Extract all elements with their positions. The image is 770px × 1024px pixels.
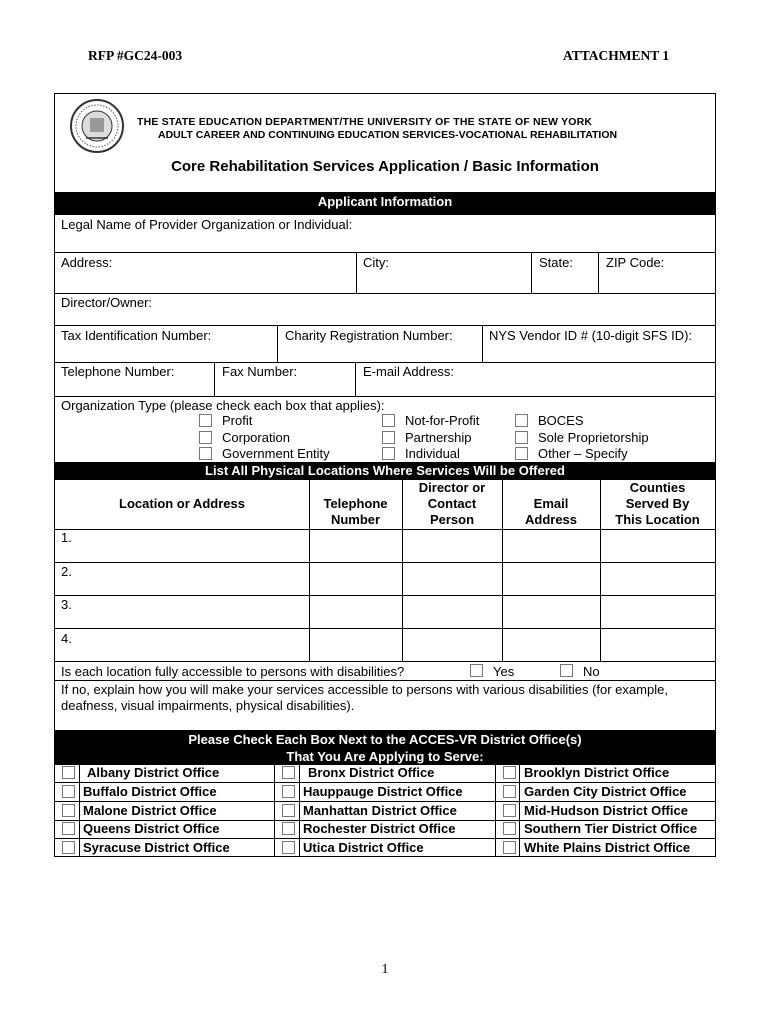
manhattan-checkbox[interactable]: [282, 804, 295, 817]
utica-checkbox[interactable]: [282, 841, 295, 854]
location-row-2[interactable]: 2.: [61, 564, 72, 579]
page-number: 1: [381, 962, 389, 977]
hauppauge-checkbox[interactable]: [282, 785, 295, 798]
charity-registration-field[interactable]: Charity Registration Number:: [285, 328, 453, 343]
fax-field[interactable]: Fax Number:: [222, 364, 298, 379]
state-field[interactable]: State:: [539, 255, 573, 270]
address-field[interactable]: Address:: [61, 255, 113, 270]
southern-tier-office-label: Southern Tier District Office: [524, 821, 698, 836]
buffalo-checkbox[interactable]: [62, 785, 75, 798]
location-row-3[interactable]: 3.: [61, 597, 72, 612]
manhattan-office-label: Manhattan District Office: [303, 803, 457, 818]
accessibility-question: Is each location fully accessible to persons with disabilities?: [61, 664, 405, 679]
col-counties-header: Counties Served By This Location: [615, 480, 700, 527]
form-title: Core Rehabilitation Services Application / Basic Information: [171, 158, 599, 175]
boces-label: BOCES: [538, 413, 584, 428]
bronx-office-label: Bronx District Office: [308, 765, 435, 780]
government-entity-label: Government Entity: [222, 446, 330, 461]
vendor-id-field[interactable]: NYS Vendor ID # (10-digit SFS ID):: [489, 328, 693, 343]
accessible-yes-label: Yes: [493, 664, 515, 679]
garden-city-checkbox[interactable]: [503, 785, 516, 798]
email-field[interactable]: E-mail Address:: [363, 364, 455, 379]
brooklyn-checkbox[interactable]: [503, 766, 516, 779]
other-specify-label: Other – Specify: [538, 446, 628, 461]
tax-id-field[interactable]: Tax Identification Number:: [61, 328, 212, 343]
telephone-field[interactable]: Telephone Number:: [61, 364, 175, 379]
not-for-profit-label: Not-for-Profit: [405, 413, 480, 428]
organization-type-label: Organization Type (please check each box that applies):: [61, 398, 385, 413]
government-entity-checkbox[interactable]: [199, 447, 212, 460]
not-for-profit-checkbox[interactable]: [382, 414, 395, 427]
buffalo-office-label: Buffalo District Office: [83, 784, 217, 799]
bronx-checkbox[interactable]: [282, 766, 295, 779]
sole-proprietorship-checkbox[interactable]: [515, 431, 528, 444]
white-plains-checkbox[interactable]: [503, 841, 516, 854]
white-plains-office-label: White Plains District Office: [524, 840, 691, 855]
queens-checkbox[interactable]: [62, 822, 75, 835]
accessibility-explain-line-1: If no, explain how you will make your services accessible to persons with various disabilities (for example,: [61, 682, 668, 697]
mid-hudson-checkbox[interactable]: [503, 804, 516, 817]
mid-hudson-office-label: Mid-Hudson District Office: [524, 803, 688, 818]
malone-checkbox[interactable]: [62, 804, 75, 817]
utica-office-label: Utica District Office: [303, 840, 424, 855]
profit-label: Profit: [222, 413, 253, 428]
agency-line-2: ADULT CAREER AND CONTINUING EDUCATION SERVICES-VOCATIONAL REHABILITATION: [158, 129, 618, 141]
syracuse-checkbox[interactable]: [62, 841, 75, 854]
state-seal-icon: [68, 98, 126, 154]
legal-name-field[interactable]: Legal Name of Provider Organization or Individual:: [61, 217, 353, 232]
malone-office-label: Malone District Office: [83, 803, 217, 818]
individual-checkbox[interactable]: [382, 447, 395, 460]
profit-checkbox[interactable]: [199, 414, 212, 427]
agency-line-1: THE STATE EDUCATION DEPARTMENT/THE UNIVERSITY OF THE STATE OF NEW YORK: [137, 116, 593, 128]
syracuse-office-label: Syracuse District Office: [83, 840, 230, 855]
col-telephone-header: Telephone Number: [323, 496, 388, 527]
albany-checkbox[interactable]: [62, 766, 75, 779]
brooklyn-office-label: Brooklyn District Office: [524, 765, 670, 780]
col-director-header: Director or Contact Person: [418, 480, 486, 527]
partnership-label: Partnership: [405, 430, 472, 445]
city-field[interactable]: City:: [363, 255, 389, 270]
rochester-office-label: Rochester District Office: [303, 821, 456, 836]
director-owner-field[interactable]: Director/Owner:: [61, 295, 153, 310]
corporation-label: Corporation: [222, 430, 290, 445]
accessible-yes-checkbox[interactable]: [470, 664, 483, 677]
southern-tier-checkbox[interactable]: [503, 822, 516, 835]
locations-section-header: List All Physical Locations Where Services Will be Offered: [55, 462, 715, 480]
hauppauge-office-label: Hauppauge District Office: [303, 784, 463, 799]
corporation-checkbox[interactable]: [199, 431, 212, 444]
attachment-label: ATTACHMENT 1: [563, 48, 670, 63]
albany-office-label: Albany District Office: [87, 765, 220, 780]
garden-city-office-label: Garden City District Office: [524, 784, 687, 799]
accessible-no-label: No: [583, 664, 600, 679]
sole-proprietorship-label: Sole Proprietorship: [538, 430, 649, 445]
boces-checkbox[interactable]: [515, 414, 528, 427]
applicant-section-header: Applicant Information: [55, 192, 715, 215]
location-row-4[interactable]: 4.: [61, 631, 72, 646]
accessible-no-checkbox[interactable]: [560, 664, 573, 677]
location-row-1[interactable]: 1.: [61, 530, 72, 545]
queens-office-label: Queens District Office: [83, 821, 220, 836]
accessibility-explain-line-2: deafness, visual impairments, physical disabilities).: [61, 698, 355, 713]
rochester-checkbox[interactable]: [282, 822, 295, 835]
rfp-number: RFP #GC24-003: [88, 48, 183, 63]
partnership-checkbox[interactable]: [382, 431, 395, 444]
other-specify-checkbox[interactable]: [515, 447, 528, 460]
col-location-header: Location or Address: [119, 496, 245, 511]
offices-section-header: Please Check Each Box Next to the ACCES-VR District Office(s) That You Are Applying to Serve:: [55, 730, 715, 765]
individual-label: Individual: [405, 446, 460, 461]
col-email-header: Email Address: [524, 496, 578, 527]
zip-field[interactable]: ZIP Code:: [606, 255, 665, 270]
